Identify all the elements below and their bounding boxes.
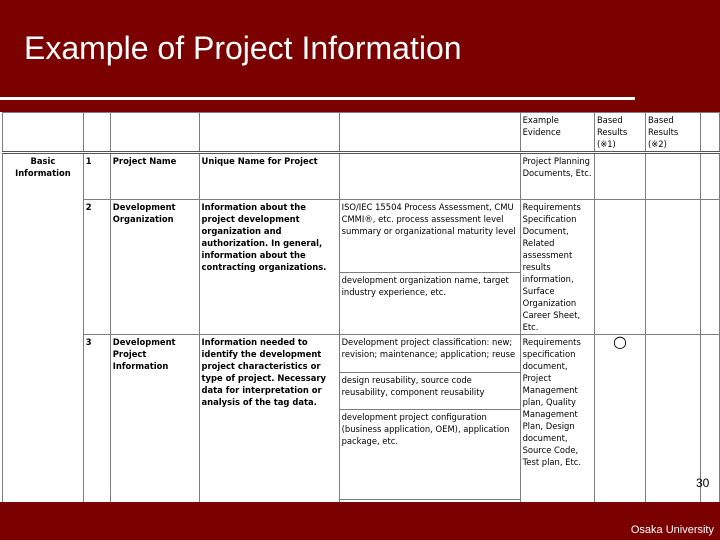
row-number: 3	[83, 335, 110, 503]
header-cell-evidence: Example Evidence	[520, 113, 594, 153]
item-cell: Project Name	[110, 153, 199, 200]
circle-mark: ○	[612, 334, 627, 351]
title-rule	[0, 97, 635, 100]
row-number: 1	[83, 153, 110, 200]
header-cell-item	[110, 113, 199, 153]
evidence-cell: Requirements Specification Document, Related assessment results information, Surface Organization Career Sheet, Etc.	[520, 200, 594, 335]
header-cell-category	[3, 113, 84, 153]
header-cell-details	[339, 113, 520, 153]
result2-cell	[645, 153, 700, 200]
details-cell	[339, 153, 520, 200]
result2-cell	[645, 335, 700, 503]
table-area	[0, 112, 720, 502]
page-number: 30	[696, 476, 710, 490]
header-cell-number	[83, 113, 110, 153]
project-information-table	[2, 112, 720, 502]
category-cell: Basic Information	[3, 153, 84, 503]
item-cell: Development Project Information	[110, 335, 199, 503]
slide-title: Example of Project Information	[24, 30, 462, 66]
details-cell: development project configuration (business application, OEM), application package, etc.	[339, 410, 520, 500]
header-row	[3, 113, 720, 153]
header-cell-extra	[700, 113, 719, 153]
result1-cell	[594, 200, 645, 335]
details-cell: development organization name, target industry experience, etc.	[339, 272, 520, 334]
details-cell: Development project classification: new; revision; maintenance; application; reuse	[339, 335, 520, 373]
table-row	[3, 153, 720, 200]
description-cell: Information about the project development organization and authorization. In general, information about the contracting organizations.	[199, 200, 339, 335]
result1-cell	[594, 335, 645, 503]
table-row	[3, 200, 720, 273]
evidence-cell: Requirements specification document, Project Management plan, Quality Management Plan, Design document, Source Code, Test plan, Etc.	[520, 335, 594, 503]
header-cell-result1: Based Results (※1)	[594, 113, 645, 153]
extra-cell	[700, 200, 719, 335]
footer-university: Osaka University	[630, 524, 714, 536]
result2-cell	[645, 200, 700, 335]
evidence-cell: Project Planning Documents, Etc.	[520, 153, 594, 200]
details-cell	[339, 500, 520, 503]
item-cell: Development Organization	[110, 200, 199, 335]
table-row	[3, 335, 720, 373]
result1-cell	[594, 153, 645, 200]
extra-cell	[700, 153, 719, 200]
header-cell-result2: Based Results (※2)	[645, 113, 700, 153]
header-cell-description	[199, 113, 339, 153]
details-cell: ISO/IEC 15504 Process Assessment, CMU CMMI®, etc. process assessment level summary or organizational maturity level	[339, 200, 520, 273]
details-cell: design reusability, source code reusability, component reusability	[339, 373, 520, 410]
description-cell: Unique Name for Project	[199, 153, 339, 200]
row-number: 2	[83, 200, 110, 335]
description-cell: Information needed to identify the development project characteristics or type of project. Necessary data for interpretation or analysis of the tag data.	[199, 335, 339, 503]
